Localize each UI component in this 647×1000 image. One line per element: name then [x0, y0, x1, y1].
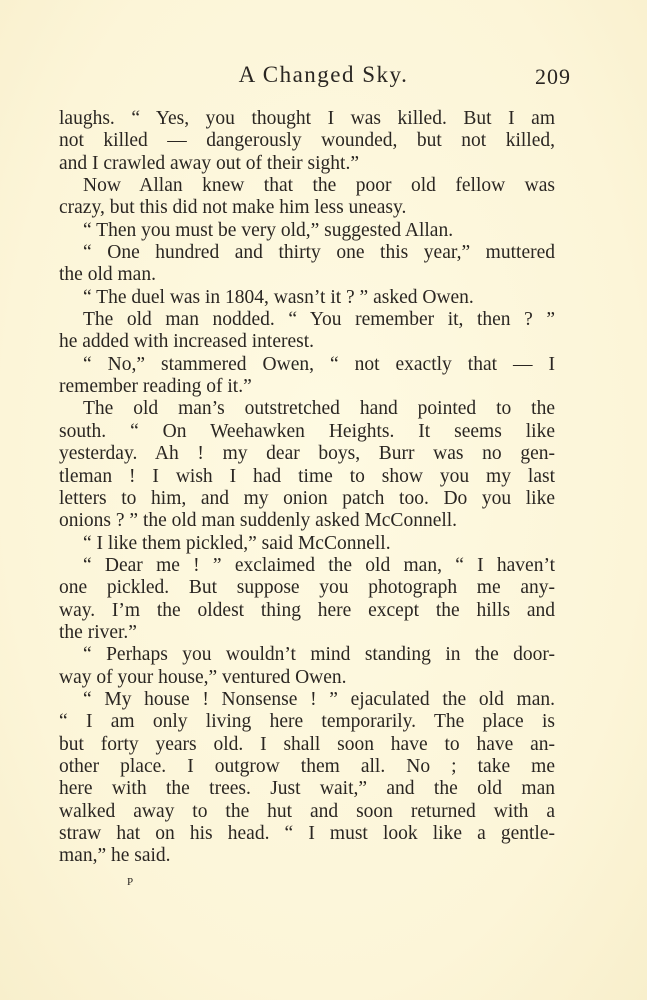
text-line: here with the trees. Just wait,” and the old man [59, 778, 555, 800]
text-line: remember reading of it.” [59, 376, 252, 398]
text-line: the river.” [59, 621, 137, 643]
chapter-title: A Changed Sky. [238, 62, 409, 87]
signature-mark: P [127, 876, 135, 888]
text-line: “ The duel was in 1804, wasn’t it ? ” asked Owen. [83, 286, 474, 308]
text-line: south. “ On Weehawken Heights. It seems like [59, 420, 555, 442]
text-line: way of your house,” ventured Owen. [59, 666, 347, 688]
text-line: way. I’m the oldest thing here except the hills and [59, 599, 555, 621]
text-line: other place. I outgrow them all. No ; take me [59, 755, 555, 777]
text-line: “ Dear me ! ” exclaimed the old man, “ I haven’t [83, 554, 555, 576]
text-line: The old man’s outstretched hand pointed to the [83, 398, 555, 420]
text-line: “ I like them pickled,” said McConnell. [83, 532, 391, 554]
text-line: but forty years old. I shall soon have to have an- [59, 733, 555, 755]
text-line: onions ? ” the old man suddenly asked McConnell. [59, 510, 458, 532]
text-line: “ Then you must be very old,” suggested Allan. [83, 219, 454, 241]
text-line: and I crawled away out of their sight.” [59, 152, 359, 174]
text-line: straw hat on his head. “ I must look like a gentle- [59, 823, 555, 844]
text-line: laughs. “ Yes, you thought I was killed. But I am [59, 108, 555, 129]
body-text [59, 108, 555, 868]
text-line: tleman ! I wish I had time to show you my last [59, 465, 555, 487]
page-number: 209 [535, 64, 571, 89]
text-line: one pickled. But suppose you photograph me any- [59, 577, 555, 599]
text-line: “ Perhaps you wouldn’t mind standing in the door- [83, 644, 555, 666]
text-line: walked away to the hut and soon returned with a [59, 800, 555, 822]
text-line: “ My house ! Nonsense ! ” ejaculated the old man. [83, 688, 555, 710]
text-line: not killed — dangerously wounded, but not killed, [59, 130, 555, 152]
text-line: he added with increased interest. [59, 331, 315, 353]
text-line: yesterday. Ah ! my dear boys, Burr was no gen- [59, 443, 555, 465]
running-head [0, 62, 647, 92]
text-line: The old man nodded. “ You remember it, then ? ” [83, 309, 555, 331]
text-line: man,” he said. [59, 845, 171, 867]
text-line: “ No,” stammered Owen, “ not exactly that — I [83, 353, 555, 375]
text-line: Now Allan knew that the poor old fellow was [83, 175, 555, 197]
text-line: “ One hundred and thirty one this year,” muttered [83, 242, 555, 264]
text-line: crazy, but this did not make him less uneasy. [59, 197, 407, 219]
text-line: letters to him, and my onion patch too. Do you like [59, 487, 555, 509]
text-line: the old man. [59, 264, 156, 286]
text-line: “ I am only living here temporarily. The place is [59, 711, 555, 733]
